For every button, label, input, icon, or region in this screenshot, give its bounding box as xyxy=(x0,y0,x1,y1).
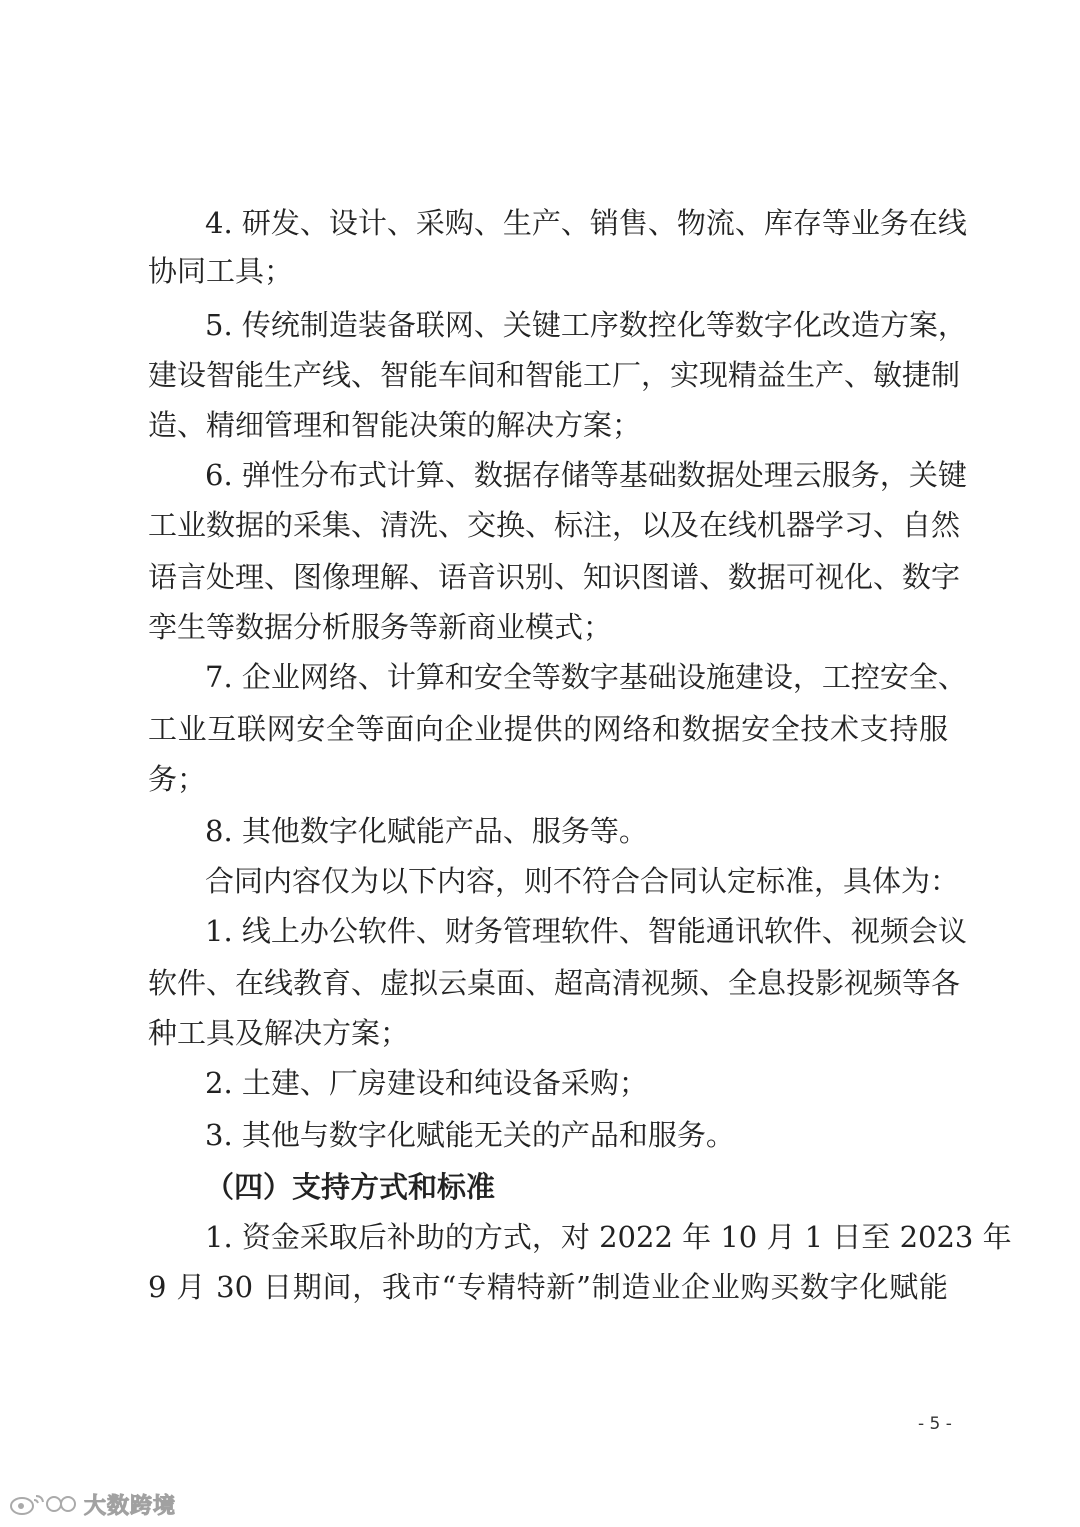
watermark xyxy=(8,1488,176,1520)
paragraph-line: 7. 企业网络、计算和安全等数字基础设施建设，工控安全、 xyxy=(205,660,967,694)
section-heading: （四）支持方式和标准 xyxy=(205,1170,496,1204)
paragraph-line: 软件、在线教育、虚拟云桌面、超高清视频、全息投影视频等各 xyxy=(148,966,961,1000)
paragraph-line: 孪生等数据分析服务等新商业模式； xyxy=(148,610,613,644)
paragraph-line: 工业数据的采集、清洗、交换、标注，以及在线机器学习、自然 xyxy=(148,508,961,542)
paragraph-line: 协同工具； xyxy=(148,254,294,288)
paragraph-line: 语言处理、图像理解、语音识别、知识图谱、数据可视化、数字 xyxy=(148,560,961,594)
paragraph-line: 9 月 30 日期间，我市“专精特新”制造业企业购买数字化赋能 xyxy=(148,1270,948,1304)
paragraph-line: 1. 线上办公软件、财务管理软件、智能通讯软件、视频会议 xyxy=(205,914,967,948)
paragraph-line: 合同内容仅为以下内容，则不符合合同认定标准，具体为： xyxy=(205,864,960,898)
paragraph-line: 3. 其他与数字化赋能无关的产品和服务。 xyxy=(205,1118,735,1152)
paragraph-line: 5. 传统制造装备联网、关键工序数控化等数字化改造方案， xyxy=(205,308,967,342)
paragraph-line: 1. 资金采取后补助的方式，对 2022 年 10 月 1 日至 2023 年 xyxy=(205,1220,1012,1254)
page-number: - 5 - xyxy=(918,1414,952,1434)
paragraph-line: 建设智能生产线、智能车间和智能工厂，实现精益生产、敏捷制 xyxy=(148,358,961,392)
paragraph-line: 务； xyxy=(148,762,207,796)
paragraph-line: 工业互联网安全等面向企业提供的网络和数据安全技术支持服 xyxy=(148,712,948,746)
paragraph-line: 4. 研发、设计、采购、生产、销售、物流、库存等业务在线 xyxy=(205,206,967,240)
watermark-text: 大数跨境 xyxy=(84,1493,177,1519)
paragraph-line: 种工具及解决方案； xyxy=(148,1016,410,1050)
paragraph-line: 造、精细管理和智能决策的解决方案； xyxy=(148,408,642,442)
paragraph-line: 2. 土建、厂房建设和纯设备采购； xyxy=(205,1066,648,1100)
paragraph-line: 8. 其他数字化赋能产品、服务等。 xyxy=(205,814,648,848)
weibo-logo-icon xyxy=(8,1490,78,1518)
paragraph-line: 6. 弹性分布式计算、数据存储等基础数据处理云服务，关键 xyxy=(205,458,967,492)
